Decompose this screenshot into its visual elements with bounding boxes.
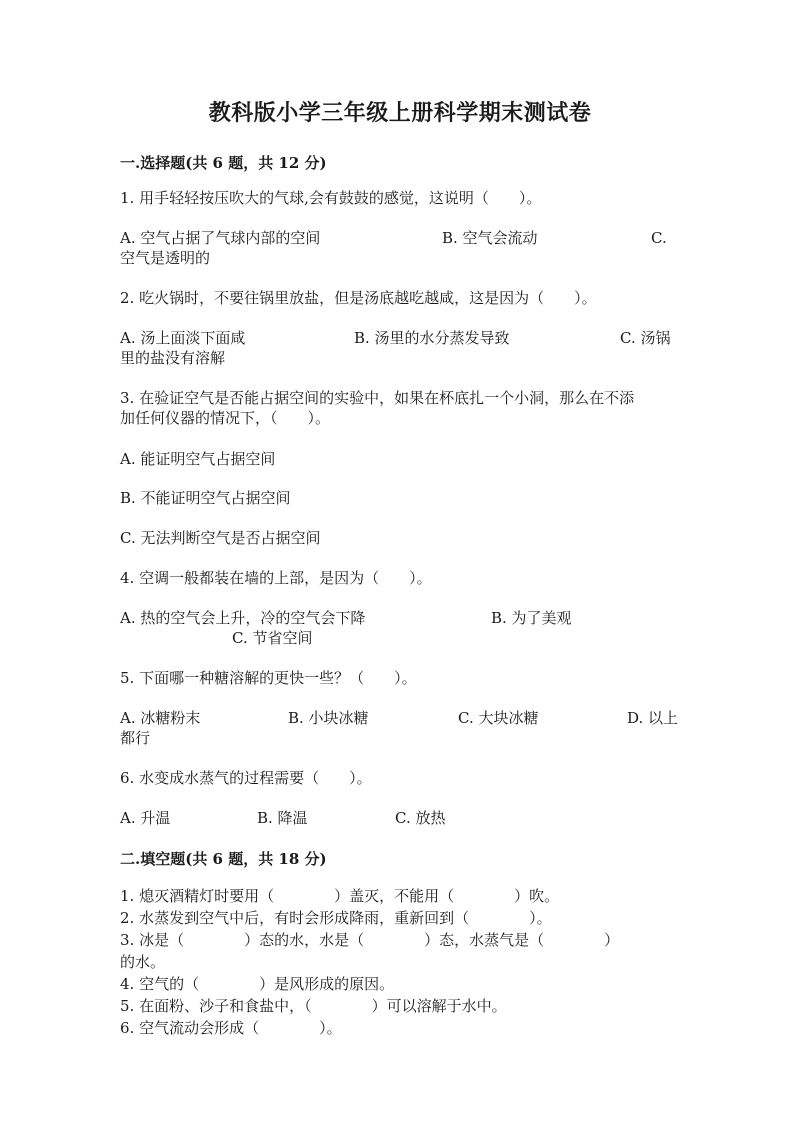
question-2-stem: 2. 吃火锅时，不要往锅里放盐，但是汤底越吃越咸，这是因为（ ）。 — [120, 289, 597, 307]
question-1-option-b: B. 空气会流动 — [442, 229, 538, 247]
question-4-option-c: C. 节省空间 — [232, 629, 313, 647]
fill-in-line: 5. 在面粉、沙子和食盐中，（ ）可以溶解于水中。 — [120, 997, 507, 1015]
question-6-option-c: C. 放热 — [395, 809, 446, 827]
question-3-option-a: A. 能证明空气占据空间 — [120, 450, 276, 468]
question-5-stem: 5. 下面哪一种糖溶解的更快一些？（ ）。 — [120, 669, 417, 687]
question-5-option-c: C. 大块冰糖 — [458, 709, 539, 727]
question-1-option-wrap: 空气是透明的 — [120, 249, 211, 267]
section-heading-fill-in: 二.填空题(共 6 题，共 18 分) — [120, 850, 327, 868]
question-1-option-a: A. 空气占据了气球内部的空间 — [120, 229, 321, 247]
question-3-option-c: C. 无法判断空气是否占据空间 — [120, 529, 321, 547]
question-1-option-c: C. — [651, 229, 667, 247]
question-5-option-a: A. 冰糖粉末 — [120, 709, 201, 727]
question-3-stem-line-1: 3. 在验证空气是否能占据空间的实验中，如果在杯底扎一个小洞，那么在不添 — [120, 389, 635, 407]
question-6-stem: 6. 水变成水蒸气的过程需要（ ）。 — [120, 769, 372, 787]
question-5-option-wrap: 都行 — [120, 729, 151, 747]
question-5-option-d: D. 以上 — [627, 709, 679, 727]
question-2-option-c: C. 汤锅 — [620, 329, 671, 347]
section-heading-choice: 一.选择题(共 6 题，共 12 分) — [120, 154, 327, 172]
question-6-option-a: A. 升温 — [120, 809, 171, 827]
fill-in-line: 2. 水蒸发到空气中后，有时会形成降雨，重新回到（ ）。 — [120, 909, 552, 927]
question-2-option-b: B. 汤里的水分蒸发导致 — [354, 329, 510, 347]
fill-in-line: 的水。 — [120, 953, 166, 971]
question-2-option-wrap: 里的盐没有溶解 — [120, 349, 226, 367]
question-4-option-a: A. 热的空气会上升，冷的空气会下降 — [120, 609, 366, 627]
question-3-option-b: B. 不能证明空气占据空间 — [120, 489, 291, 507]
fill-in-line: 6. 空气流动会形成（ ）。 — [120, 1019, 342, 1037]
question-3-stem-line-2: 加任何仪器的情况下，（ ）。 — [120, 409, 331, 427]
question-2-option-a: A. 汤上面淡下面咸 — [120, 329, 246, 347]
question-6-option-b: B. 降温 — [257, 809, 308, 827]
question-5-option-b: B. 小块冰糖 — [288, 709, 369, 727]
fill-in-line: 3. 冰是（ ）态的水，水是（ ）态，水蒸气是（ ） — [120, 931, 620, 949]
question-1-stem: 1. 用手轻轻按压吹大的气球,会有鼓鼓的感觉，这说明（ ）。 — [120, 189, 542, 207]
question-4-stem: 4. 空调一般都装在墙的上部，是因为（ ）。 — [120, 569, 432, 587]
page-title: 教科版小学三年级上册科学期末测试卷 — [208, 100, 592, 126]
question-4-option-b: B. 为了美观 — [491, 609, 572, 627]
fill-in-line: 1. 熄灭酒精灯时要用（ ）盖灭，不能用（ ）吹。 — [120, 887, 560, 905]
fill-in-line: 4. 空气的（ ）是风形成的原因。 — [120, 975, 395, 993]
